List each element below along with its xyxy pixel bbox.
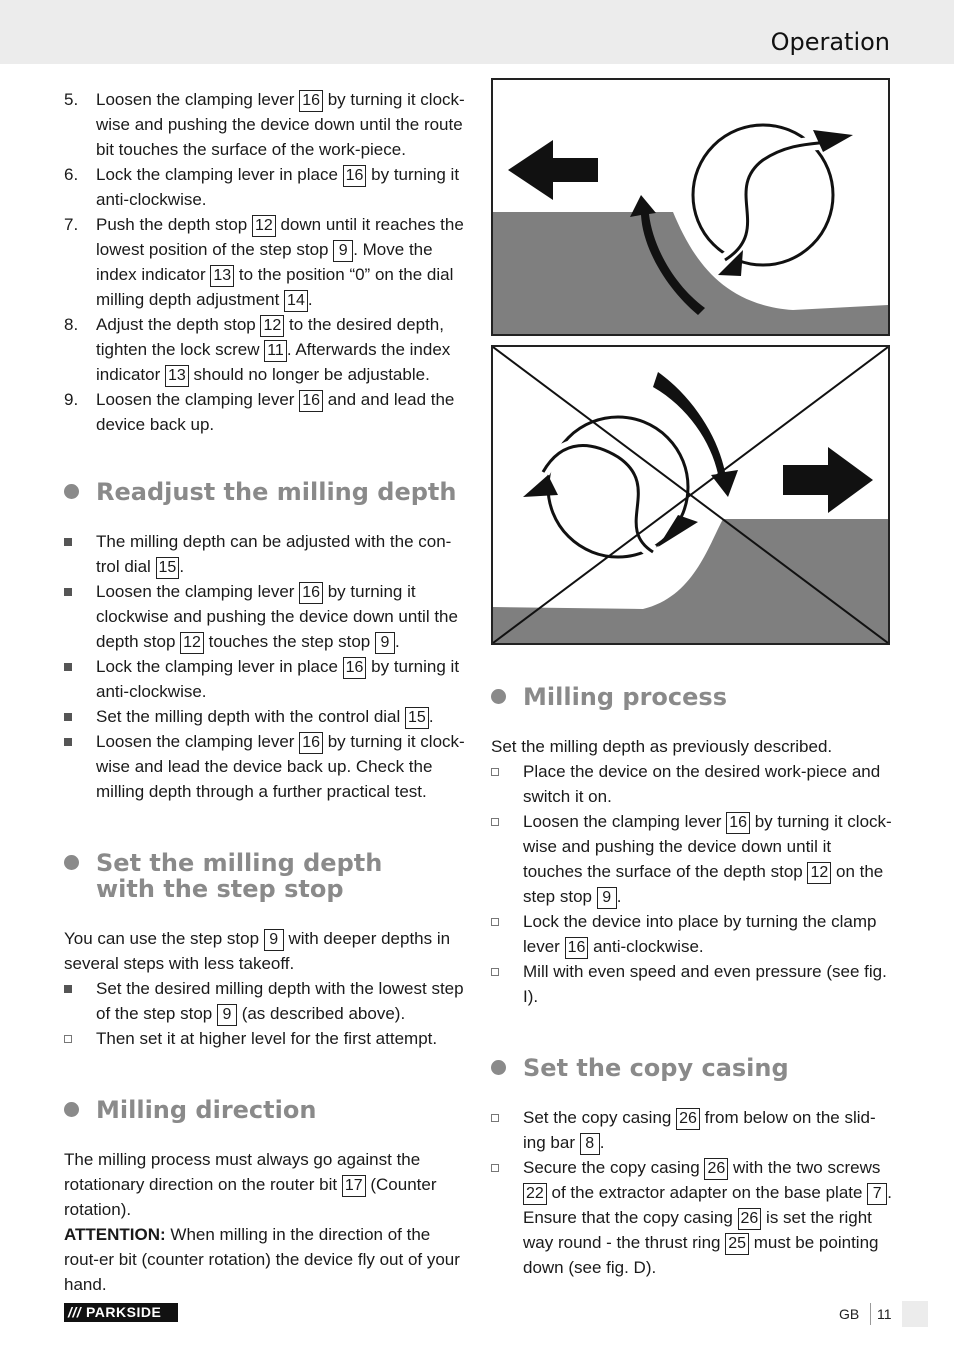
milling-direction-diagram: [493, 80, 888, 334]
milling-direction-wrong-diagram: [493, 347, 888, 643]
list-item: Loosen the clamping lever 16 by turning it clock-wise and pushing the device down until it touches the surface of the depth stop 12 on the step stop 9 .: [491, 809, 893, 909]
page-number: 11: [877, 1306, 892, 1322]
copy-casing-list: [491, 1105, 893, 1280]
direction-text: The milling process must always go against the rotationary direction on the router bit 17 (Counter rotation).: [64, 1150, 437, 1219]
hollow-square-bullet-icon: [64, 1035, 72, 1043]
step-5: 5. Loosen the clamping lever 16 by turning it clock-wise and pushing the device down until the route bit touches the surface of the work-piece.: [64, 90, 465, 159]
section-title-process: Milling process: [491, 684, 893, 710]
step-6: 6. Lock the clamping lever in place 16 by turning it anti-clockwise.: [64, 165, 460, 209]
right-column: [491, 684, 893, 1280]
ref-number: 16: [299, 582, 323, 604]
square-bullet-icon: [64, 663, 72, 671]
footer-tab-marker: [902, 1301, 928, 1327]
bullet-dot-icon: [491, 689, 506, 704]
list-item: Place the device on the desired work-piece and switch it on.: [491, 759, 893, 809]
arrow-left-icon: [508, 140, 598, 200]
list-item: Set the copy casing 26 from below on the slid-ing bar 8 .: [491, 1105, 893, 1155]
ref-number: 26: [738, 1208, 762, 1230]
ref-number: 12: [260, 315, 284, 337]
ref-number: 12: [252, 215, 276, 237]
ref-number: 8: [580, 1133, 600, 1155]
page-title: Operation: [770, 28, 890, 56]
ref-number: 12: [180, 632, 204, 654]
square-bullet-icon: [64, 738, 72, 746]
attention-note: ATTENTION: When milling in the direction of the rout-er bit (counter rotation) the device fly out of your hand.: [64, 1225, 460, 1294]
ref-number: 16: [299, 390, 323, 412]
section-title-step-stop: Set the milling depth with the step stop: [64, 850, 466, 902]
step-9: 9. Loosen the clamping lever 16 and and lead the device back up.: [64, 390, 455, 434]
hollow-square-bullet-icon: [491, 818, 499, 826]
figure-correct-direction: [491, 78, 890, 336]
left-column: [64, 87, 466, 1297]
ref-number: 16: [565, 937, 589, 959]
hollow-square-bullet-icon: [491, 968, 499, 976]
list-item: Mill with even speed and even pressure (see fig. I).: [491, 959, 893, 1009]
bullet-dot-icon: [64, 855, 79, 870]
ref-number: 9: [597, 887, 617, 909]
ref-number: 9: [264, 929, 284, 951]
ref-number: 13: [165, 365, 189, 387]
square-bullet-icon: [64, 588, 72, 596]
arrow-right-icon: [783, 447, 873, 513]
hollow-square-bullet-icon: [491, 768, 499, 776]
ref-number: 7: [867, 1183, 887, 1205]
footer-divider: [870, 1303, 871, 1325]
square-bullet-icon: [64, 985, 72, 993]
ref-number: 17: [342, 1175, 366, 1197]
hollow-square-bullet-icon: [491, 1164, 499, 1172]
steps-list: [64, 87, 466, 437]
section-title-copy-casing: Set the copy casing: [491, 1055, 893, 1081]
process-intro: Set the milling depth as previously described.: [491, 737, 833, 756]
list-item: Then set it at higher level for the first attempt.: [64, 1026, 466, 1051]
ref-number: 11: [264, 340, 287, 362]
list-item: Loosen the clamping lever 16 by turning it clockwise and pushing the device down until the depth stop 12 touches the step stop 9 .: [64, 579, 466, 654]
workpiece-shape: [493, 519, 888, 643]
square-bullet-icon: [64, 713, 72, 721]
bullet-dot-icon: [64, 484, 79, 499]
ref-number: 16: [299, 732, 323, 754]
ref-number: 22: [523, 1183, 547, 1205]
figure-wrong-direction: [491, 345, 890, 645]
ref-number: 13: [210, 265, 234, 287]
section-title-readjust: Readjust the milling depth: [64, 479, 466, 505]
ref-number: 25: [725, 1233, 749, 1255]
readjust-list: [64, 529, 466, 804]
parkside-logo: /// PARKSIDE: [64, 1303, 178, 1322]
ref-number: 9: [217, 1004, 237, 1026]
ref-number: 9: [375, 632, 395, 654]
hollow-square-bullet-icon: [491, 918, 499, 926]
workpiece-shape: [493, 212, 888, 334]
ref-number: 12: [807, 862, 831, 884]
square-bullet-icon: [64, 538, 72, 546]
process-list: [491, 759, 893, 1009]
list-item: Set the desired milling depth with the lowest step of the step stop 9 (as described above).: [64, 976, 466, 1026]
ref-number: 15: [156, 557, 180, 579]
hollow-square-bullet-icon: [491, 1114, 499, 1122]
ref-number: 14: [284, 290, 308, 312]
section-title-direction: Milling direction: [64, 1097, 466, 1123]
list-item: Loosen the clamping lever 16 by turning it clock-wise and lead the device back up. Check the milling depth through a further practical test.: [64, 729, 466, 804]
language-code: GB: [839, 1306, 860, 1322]
ref-number: 26: [704, 1158, 728, 1180]
list-item: Set the milling depth with the control dial 15 .: [64, 704, 466, 729]
ref-number: 16: [299, 90, 323, 112]
ref-number: 9: [333, 240, 353, 262]
list-item: Lock the device into place by turning the clamp lever 16 anti-clockwise.: [491, 909, 893, 959]
step-stop-list: [64, 976, 466, 1051]
bullet-dot-icon: [491, 1060, 506, 1075]
ref-number: 16: [726, 812, 750, 834]
ref-number: 15: [405, 707, 429, 729]
ref-number: 16: [343, 657, 367, 679]
list-item: Secure the copy casing 26 with the two screws 22 of the extractor adapter on the base plate 7 . Ensure that the copy casing 26 is set the right way round - the thrust ring 25 must be pointing down (see fig. D).: [491, 1155, 893, 1280]
list-item: The milling depth can be adjusted with the con-trol dial 15 .: [64, 529, 466, 579]
ref-number: 26: [676, 1108, 700, 1130]
list-item: Lock the clamping lever in place 16 by turning it anti-clockwise.: [64, 654, 466, 704]
ref-number: 16: [343, 165, 367, 187]
step-stop-intro: You can use the step stop 9 with deeper depths in several steps with less takeoff.: [64, 929, 451, 973]
step-7: 7. Push the depth stop 12 down until it reaches the lowest position of the step stop 9 . Move the index indicator 13 to the position “0” on the dial milling depth adjustment 14 .: [64, 212, 466, 312]
bullet-dot-icon: [64, 1102, 79, 1117]
step-8: 8. Adjust the depth stop 12 to the desired depth, tighten the lock screw 11 . Afterwards the index indicator 13 should no longer be adjustable.: [64, 312, 466, 387]
